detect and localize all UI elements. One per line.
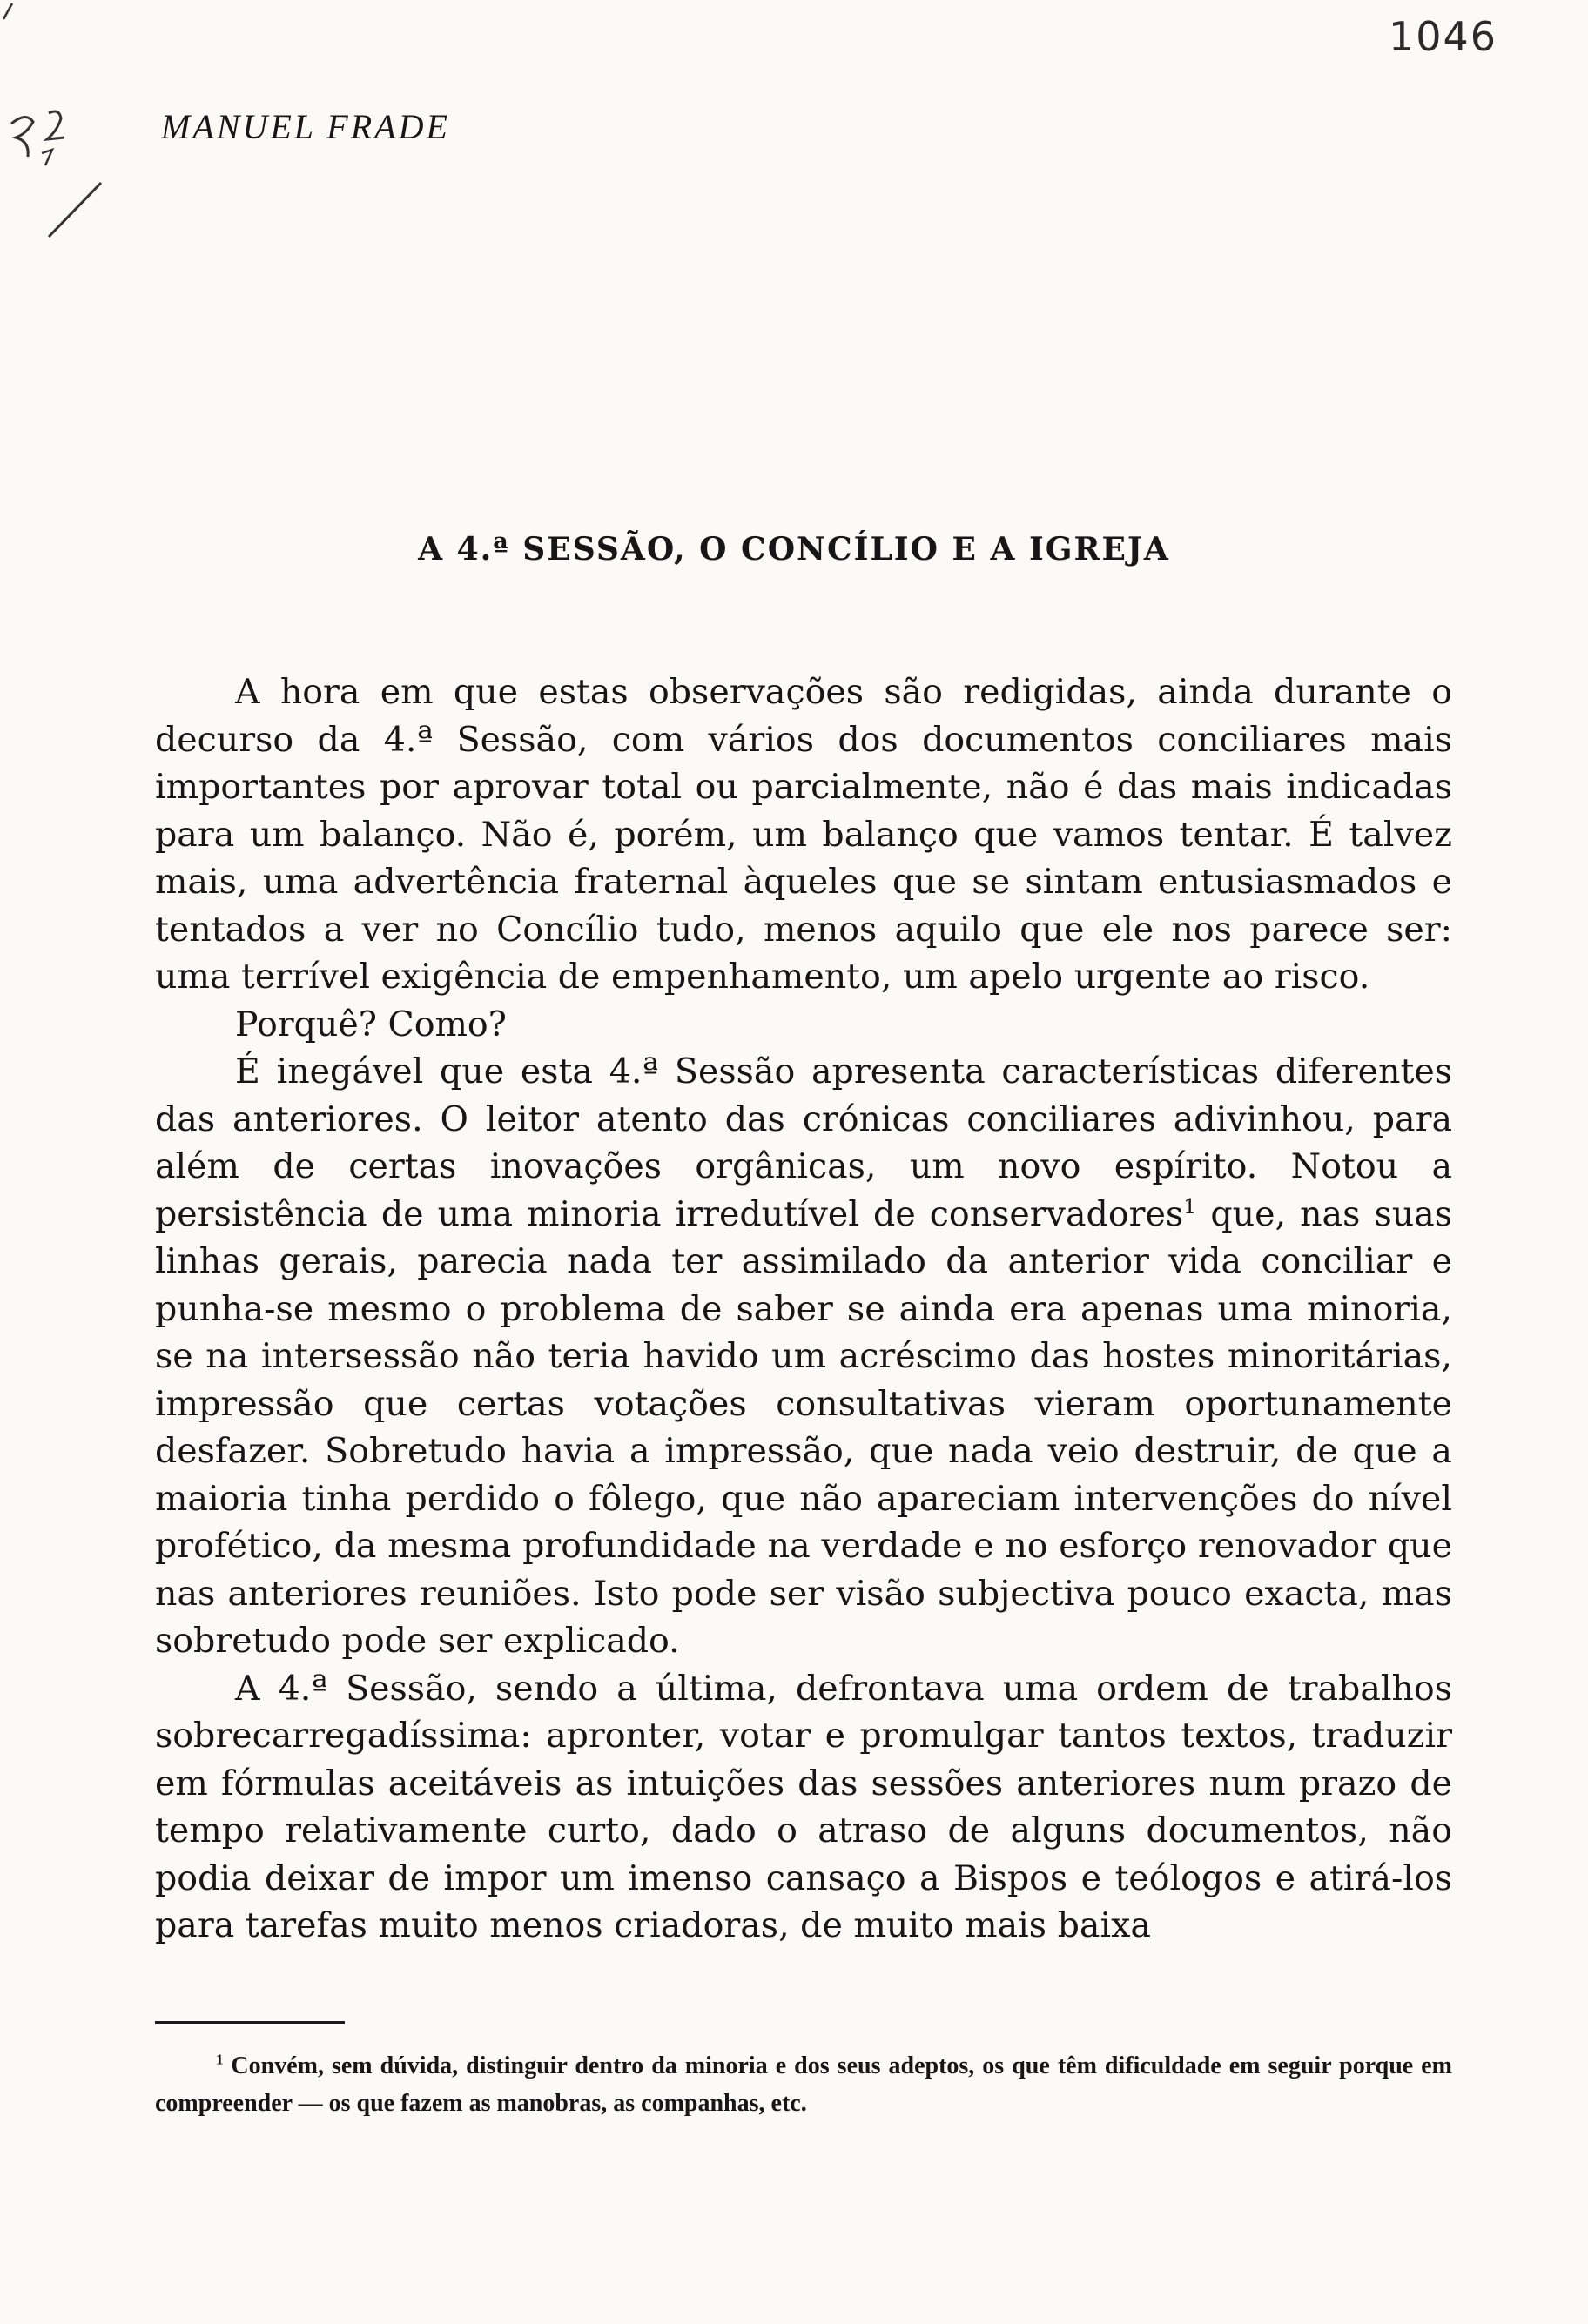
handwritten-margin-note [7, 104, 111, 244]
paragraph-3-text-b: que, nas suas linhas gerais, parecia nada ter assimilado da anterior vida conciliar e punha-se mesmo o problema de saber se ainda era apenas uma minoria, se na intersessão não teria havido um acréscimo das hostes minoritárias, impressão que certas votações consultativas vieram oportunamente desfazer. Sobretudo havia a impressão, que nada veio destruir, de que a maioria tinha perdido o fôlego, que não apareciam intervenções do nível profético, da mesma profundidade na verdade e no esforço renovador que nas anteriores reuniões. Isto pode ser visão subjectiva pouco exacta, mas sobretudo pode ser explicado. [155, 1193, 1452, 1661]
paragraph-2: Porquê? Como? [235, 1004, 507, 1044]
paragraph-4: A 4.ª Sessão, sendo a última, defrontava uma ordem de trabalhos sobrecarregadíssima: apronter, votar e promulgar tantos textos, traduzir em fórmulas aceitáveis as intuições das sessões anteriores num prazo de tempo relativamente curto, dado o atraso de alguns documentos, não podia deixar de impor um imenso cansaço a Bispos e teólogos e atirá-los para tarefas muito menos criadoras, de muito mais baixa [155, 1668, 1452, 1945]
footnote [155, 2047, 1452, 2122]
footnote-body: Convém, sem dúvida, distinguir dentro da minoria e dos seus adeptos, os que têm dificuldade em seguir porque em compreender — os que fazem as manobras, as companhas, etc. [155, 2052, 1452, 2117]
paragraph-3-text-a: É inegável que esta 4.ª Sessão apresenta características diferentes das anteriores. O leitor atento das crónicas conciliares adivinhou, para além de certas inovações orgânicas, um novo espírito. Notou a persistência de uma minoria irredutível de conservadores [155, 1051, 1452, 1234]
footnote-number: 1 [216, 2051, 224, 2068]
footnote-text [155, 2047, 1452, 2122]
handwritten-page-number: 1046 [1389, 13, 1498, 60]
corner-pen-mark [0, 0, 26, 26]
paragraph-3 [155, 1048, 1452, 1665]
footnote-reference: 1 [1183, 1193, 1197, 1219]
running-header: MANUEL FRADE [161, 107, 450, 146]
body-text [155, 668, 1452, 1950]
section-title: A 4.ª SESSÃO, O CONCÍLIO E A IGREJA [418, 531, 1170, 568]
footnote-divider [155, 2021, 345, 2024]
paragraph-1: A hora em que estas observações são redigidas, ainda durante o decurso da 4.ª Sessão, com vários dos documentos conciliares mais importantes por aprovar total ou parcialmente, não é das mais indicadas para um balanço. Não é, porém, um balanço que vamos tentar. É talvez mais, uma advertência fraternal àqueles que se sintam entusiasmados e tentados a ver no Concílio tudo, menos aquilo que ele nos parece ser: uma terrível exigência de empenhamento, um apelo urgente ao risco. [155, 672, 1452, 997]
